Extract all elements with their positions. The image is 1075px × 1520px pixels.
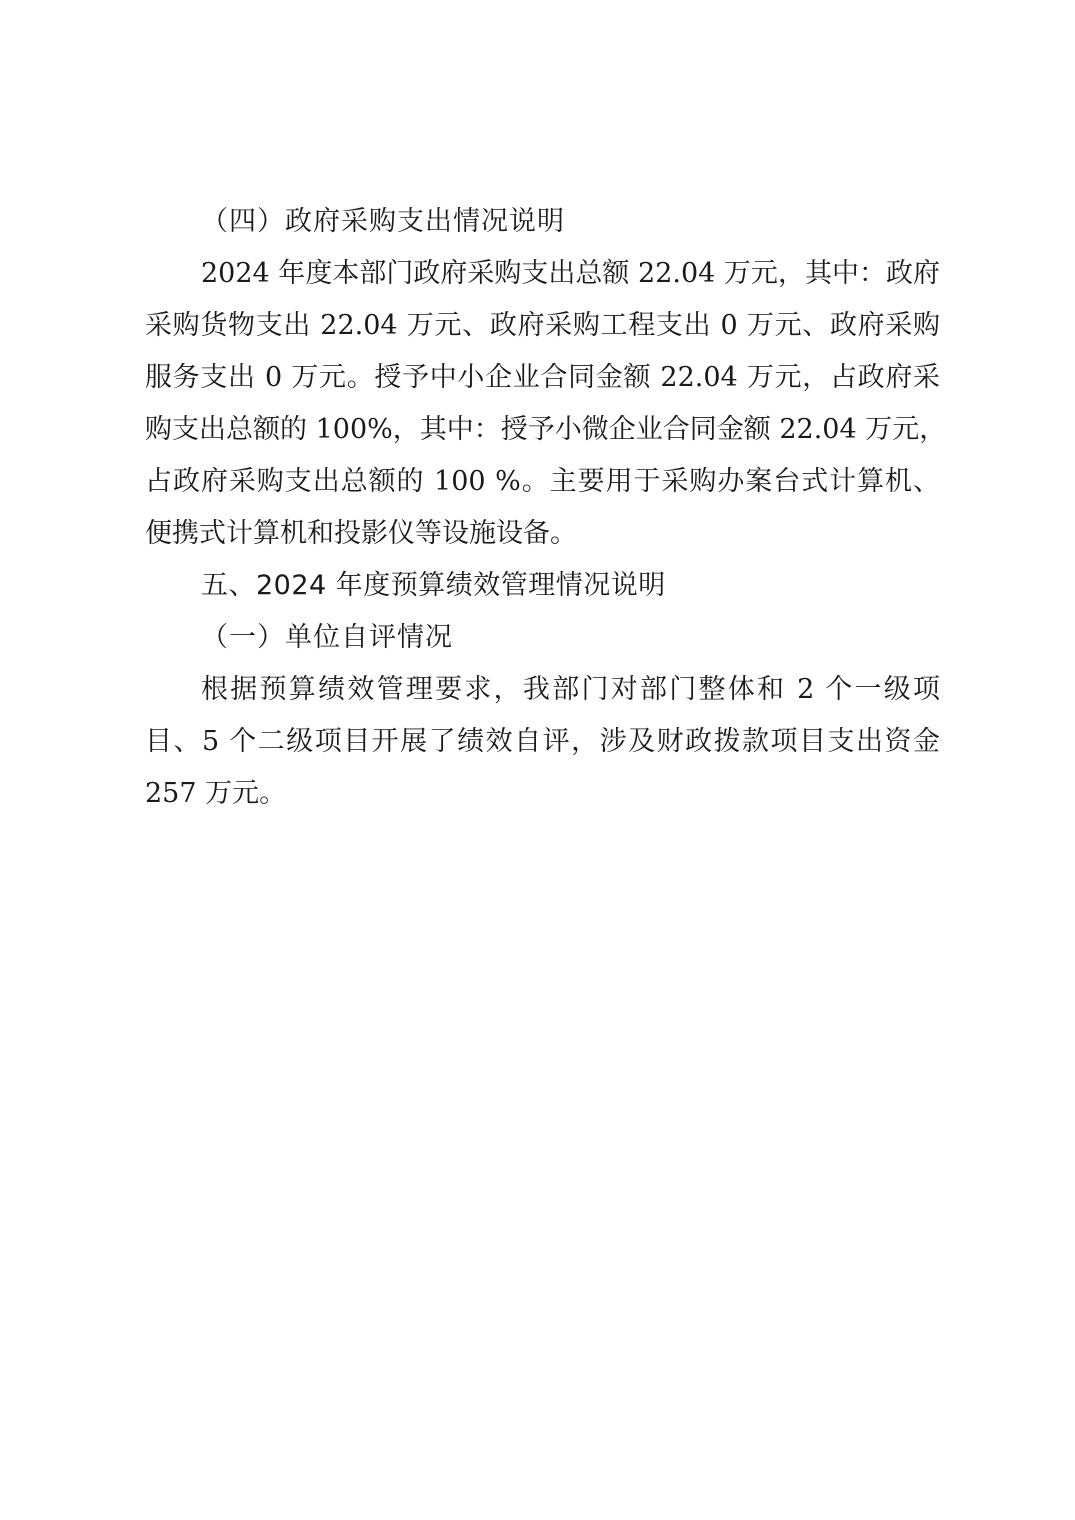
- section-5-1-paragraph: [145, 664, 940, 820]
- page-content: [145, 196, 947, 820]
- paragraph-line: 2024 年度本部门政府采购支出总额 22.04 万元，其中：政府: [201, 258, 940, 289]
- paragraph-line: 目、5 个二级项目开展了绩效自评，涉及财政拨款项目支出资金: [145, 726, 940, 757]
- section-4-heading: （四）政府采购支出情况说明: [201, 206, 565, 237]
- section-4-paragraph: [145, 248, 947, 560]
- paragraph-line: 根据预算绩效管理要求，我部门对部门整体和 2 个一级项: [201, 674, 940, 705]
- paragraph-line: 257 万元。: [145, 778, 287, 809]
- paragraph-line: 占政府采购支出总额的 100 %。主要用于采购办案台式计算机、: [145, 466, 940, 497]
- paragraph-line: 服务支出 0 万元。授予中小企业合同金额 22.04 万元，占政府采: [145, 362, 940, 393]
- paragraph-line: 购支出总额的 100%，其中：授予小微企业合同金额 22.04 万元，: [145, 414, 947, 445]
- section-5-heading: 五、2024 年度预算绩效管理情况说明: [201, 570, 666, 601]
- paragraph-line: 采购货物支出 22.04 万元、政府采购工程支出 0 万元、政府采购: [145, 310, 940, 341]
- section-5-1-heading: （一）单位自评情况: [201, 622, 453, 653]
- paragraph-line: 便携式计算机和投影仪等设施设备。: [145, 518, 577, 549]
